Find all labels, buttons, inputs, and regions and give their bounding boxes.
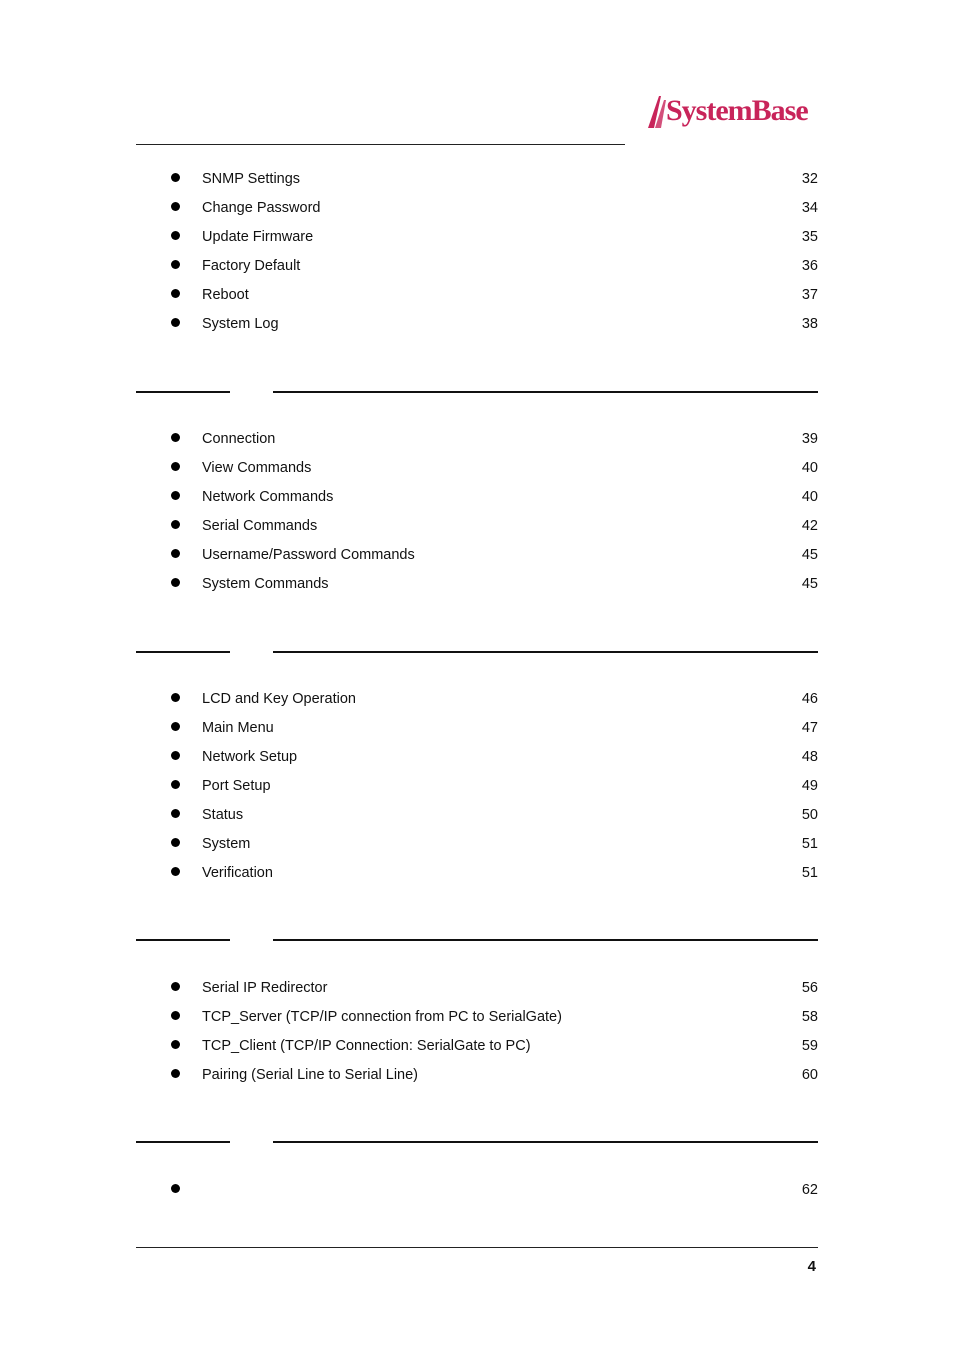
toc-entry-page: 35 xyxy=(801,229,818,245)
toc-entry-page: 60 xyxy=(801,1067,818,1083)
toc-entry-page: 48 xyxy=(801,749,818,765)
toc-list xyxy=(136,430,818,604)
section-rule xyxy=(136,391,818,393)
toc-entry-label: Pairing (Serial Line to Serial Line) xyxy=(202,1067,418,1083)
toc-entry-label: View Commands xyxy=(202,460,312,476)
toc-entry-label: System xyxy=(202,836,251,852)
bullet-icon xyxy=(171,780,180,789)
toc-entry-page: 45 xyxy=(801,547,818,563)
bullet-icon xyxy=(171,578,180,587)
toc-entry[interactable] xyxy=(136,1008,818,1037)
bullet-icon xyxy=(171,982,180,991)
toc-entry-label: Network Commands xyxy=(202,489,334,505)
toc-entry-page: 49 xyxy=(801,778,818,794)
header-rule xyxy=(136,144,625,145)
bullet-icon xyxy=(171,173,180,182)
toc-entry-page: 39 xyxy=(801,431,818,447)
bullet-icon xyxy=(171,693,180,702)
toc-entry[interactable] xyxy=(136,546,818,575)
bullet-icon xyxy=(171,1011,180,1020)
toc-section-1 xyxy=(136,170,818,344)
footer-rule xyxy=(136,1247,818,1248)
bullet-icon xyxy=(171,867,180,876)
toc-entry[interactable] xyxy=(136,170,818,199)
toc-entry-page: 42 xyxy=(801,518,818,534)
toc-entry[interactable] xyxy=(136,777,818,806)
toc-entry[interactable] xyxy=(136,575,818,604)
toc-entry-label: Network Setup xyxy=(202,749,298,765)
bullet-icon xyxy=(171,318,180,327)
toc-entry-page: 51 xyxy=(801,836,818,852)
toc-entry-label: Status xyxy=(202,807,244,823)
toc-list xyxy=(136,1181,818,1210)
toc-entry[interactable] xyxy=(136,1181,818,1210)
toc-entry-label: Update Firmware xyxy=(202,229,314,245)
toc-entry[interactable] xyxy=(136,1066,818,1095)
toc-entry-label: Reboot xyxy=(202,287,249,303)
toc-entry-label: TCP_Client (TCP/IP Connection: SerialGate to PC) xyxy=(202,1038,531,1054)
bullet-icon xyxy=(171,491,180,500)
logo-text: SystemBase xyxy=(666,94,808,127)
toc-entry-page: 36 xyxy=(801,258,818,274)
toc-entry-page: 40 xyxy=(801,460,818,476)
toc-entry[interactable] xyxy=(136,430,818,459)
toc-entry-label: TCP_Server (TCP/IP connection from PC to SerialGate) xyxy=(202,1009,562,1025)
toc-section-5 xyxy=(136,1141,818,1210)
toc-entry-label: Verification xyxy=(202,865,273,881)
toc-entry-page: 51 xyxy=(801,865,818,881)
toc-entry[interactable] xyxy=(136,517,818,546)
toc-entry-page: 47 xyxy=(801,720,818,736)
toc-list xyxy=(136,690,818,893)
toc-section-3 xyxy=(136,651,818,893)
toc-entry-page: 56 xyxy=(801,980,818,996)
bullet-icon xyxy=(171,1040,180,1049)
toc-entry-label: Connection xyxy=(202,431,276,447)
bullet-icon xyxy=(171,202,180,211)
toc-entry[interactable] xyxy=(136,488,818,517)
bullet-icon xyxy=(171,722,180,731)
bullet-icon xyxy=(171,1069,180,1078)
section-rule xyxy=(136,939,818,941)
bullet-icon xyxy=(171,260,180,269)
toc-entry-label: Username/Password Commands xyxy=(202,547,415,563)
toc-entry-label: SNMP Settings xyxy=(202,171,301,187)
toc-entry-page: 40 xyxy=(801,489,818,505)
toc-entry-page: 34 xyxy=(801,200,818,216)
toc-entry-label: System Log xyxy=(202,316,279,332)
bullet-icon xyxy=(171,838,180,847)
toc-entry[interactable] xyxy=(136,459,818,488)
bullet-icon xyxy=(171,809,180,818)
toc-entry[interactable] xyxy=(136,286,818,315)
toc-entry-page: 32 xyxy=(801,171,818,187)
toc-list xyxy=(136,979,818,1095)
toc-entry-page: 58 xyxy=(801,1009,818,1025)
bullet-icon xyxy=(171,289,180,298)
bullet-icon xyxy=(171,231,180,240)
toc-entry[interactable] xyxy=(136,690,818,719)
toc-entry-label: Main Menu xyxy=(202,720,274,736)
bullet-icon xyxy=(171,462,180,471)
bullet-icon xyxy=(171,1184,180,1193)
bullet-icon xyxy=(171,433,180,442)
toc-entry-page: 62 xyxy=(801,1182,818,1198)
bullet-icon xyxy=(171,751,180,760)
toc-entry-page: 38 xyxy=(801,316,818,332)
toc-entry[interactable] xyxy=(136,315,818,344)
toc-entry-label: System Commands xyxy=(202,576,329,592)
toc-entry-page: 37 xyxy=(801,287,818,303)
toc-entry-page: 50 xyxy=(801,807,818,823)
bullet-icon xyxy=(171,520,180,529)
toc-entry-page: 59 xyxy=(801,1038,818,1054)
bullet-icon xyxy=(171,549,180,558)
toc-entry[interactable] xyxy=(136,748,818,777)
toc-list xyxy=(136,170,818,344)
toc-entry-label: Port Setup xyxy=(202,778,271,794)
toc-entry-page: 45 xyxy=(801,576,818,592)
toc-entry-label: Change Password xyxy=(202,200,321,216)
toc-entry[interactable] xyxy=(136,228,818,257)
toc-entry[interactable] xyxy=(136,1037,818,1066)
toc-entry[interactable] xyxy=(136,719,818,748)
toc-entry[interactable] xyxy=(136,257,818,286)
section-rule xyxy=(136,651,818,653)
systembase-logo xyxy=(646,86,808,136)
section-rule xyxy=(136,1141,818,1143)
toc-entry[interactable] xyxy=(136,199,818,228)
toc-entry-label: Factory Default xyxy=(202,258,301,274)
toc-entry-label: LCD and Key Operation xyxy=(202,691,356,707)
toc-entry[interactable] xyxy=(136,864,818,893)
toc-entry[interactable] xyxy=(136,806,818,835)
toc-entry-label: Serial IP Redirector xyxy=(202,980,328,996)
toc-section-2 xyxy=(136,391,818,604)
toc-entry[interactable] xyxy=(136,835,818,864)
toc-entry[interactable] xyxy=(136,979,818,1008)
toc-entry-page: 46 xyxy=(801,691,818,707)
toc-section-4 xyxy=(136,939,818,1095)
toc-entry-label: Serial Commands xyxy=(202,518,318,534)
page-number: 4 xyxy=(807,1258,816,1275)
